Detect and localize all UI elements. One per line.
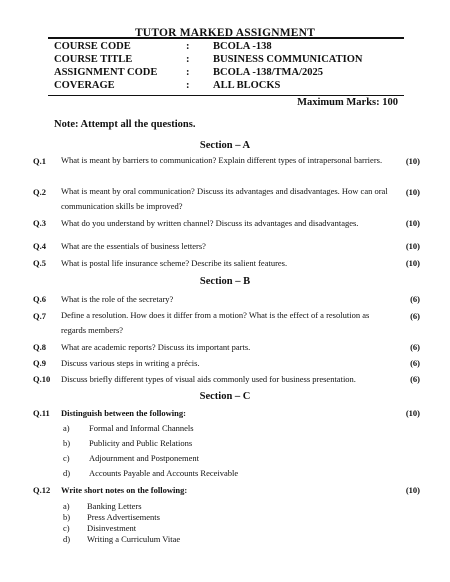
option-label: a) — [63, 501, 70, 511]
question-text: What is meant by oral communication? Discuss its advantages and disadvantages. How can oral communication skills be improved? — [61, 186, 388, 211]
option-label: c) — [63, 453, 70, 463]
option-text: Adjournment and Postponement — [89, 453, 200, 463]
option-text: Accounts Payable and Accounts Receivable — [89, 468, 239, 478]
question-marks: (10) — [405, 187, 420, 197]
question-number: Q.4 — [33, 241, 46, 251]
question-number: Q.1 — [33, 156, 46, 166]
question-number: Q.9 — [33, 358, 46, 368]
option-text: Writing a Curriculum Vitae — [87, 534, 181, 544]
question-text: Discuss various steps in writing a précis. — [61, 358, 200, 368]
question-marks: (10) — [405, 218, 420, 228]
option-text: Disinvestment — [87, 523, 137, 533]
question-marks: (6) — [410, 311, 420, 321]
question-text: Define a resolution. How does it differ from a motion? What is the effect of a resolution as regards members? — [61, 310, 370, 335]
course-code-value: BCOLA -138 — [213, 41, 272, 52]
question-text: What is postal life insurance scheme? Describe its salient features. — [61, 258, 288, 268]
option-text: Formal and Informal Channels — [89, 423, 194, 433]
instruction-note: Note: Attempt all the questions. — [54, 119, 196, 130]
assignment-code-value: BCOLA -138/TMA/2025 — [213, 67, 323, 78]
question-marks: (6) — [410, 374, 420, 384]
option-text: Publicity and Public Relations — [89, 438, 193, 448]
option-label: c) — [63, 523, 70, 533]
header-top-rule — [48, 37, 404, 39]
question-text: What do you understand by written channel? Discuss its advantages and disadvantages. — [61, 218, 359, 228]
question-number: Q.7 — [33, 311, 46, 321]
page-title: TUTOR MARKED ASSIGNMENT — [134, 27, 316, 39]
option-text: Banking Letters — [87, 501, 142, 511]
coverage-colon: : — [186, 80, 190, 91]
option-label: b) — [63, 512, 71, 522]
question-number: Q.5 — [33, 258, 46, 268]
question-marks: (10) — [405, 485, 420, 495]
course-title-colon: : — [186, 54, 190, 65]
question-marks: (10) — [405, 408, 420, 418]
question-number: Q.2 — [33, 187, 46, 197]
header-bottom-rule — [48, 95, 404, 96]
course-code-colon: : — [186, 41, 190, 52]
coverage-value: ALL BLOCKS — [213, 80, 281, 91]
section-b-heading: Section – B — [199, 276, 251, 287]
question-number: Q.6 — [33, 294, 46, 304]
coverage-label: COVERAGE — [54, 80, 115, 91]
question-text: Write short notes on the following: — [61, 485, 188, 495]
question-text: What is meant by barriers to communication? Explain different types of intrapersonal barriers. — [61, 155, 383, 165]
question-marks: (6) — [410, 342, 420, 352]
maximum-marks: Maximum Marks: 100 — [297, 97, 398, 108]
option-label: d) — [63, 534, 71, 544]
course-code-label: COURSE CODE — [54, 41, 131, 52]
question-text: What are the essentials of business letters? — [61, 241, 206, 251]
question-number: Q.12 — [33, 485, 51, 495]
assignment-code-label: ASSIGNMENT CODE — [54, 67, 158, 78]
question-marks: (6) — [410, 358, 420, 368]
question-number: Q.10 — [33, 374, 51, 384]
section-c-heading: Section – C — [199, 391, 251, 402]
question-number: Q.11 — [33, 408, 50, 418]
question-marks: (10) — [405, 258, 420, 268]
question-text: What is the role of the secretary? — [61, 294, 174, 304]
question-text: Distinguish between the following: — [61, 408, 186, 418]
option-label: d) — [63, 468, 71, 478]
course-title-value: BUSINESS COMMUNICATION — [213, 54, 363, 65]
question-marks: (6) — [410, 294, 420, 304]
question-number: Q.3 — [33, 218, 46, 228]
option-label: a) — [63, 423, 70, 433]
option-text: Press Advertisements — [87, 512, 160, 522]
section-a-heading: Section – A — [199, 140, 251, 151]
option-label: b) — [63, 438, 71, 448]
question-marks: (10) — [405, 156, 420, 166]
question-marks: (10) — [405, 241, 420, 251]
assignment-code-colon: : — [186, 67, 190, 78]
question-number: Q.8 — [33, 342, 46, 352]
course-title-label: COURSE TITLE — [54, 54, 133, 65]
question-text: What are academic reports? Discuss its important parts. — [61, 342, 251, 352]
question-text: Discuss briefly different types of visual aids commonly used for business presentation. — [61, 374, 356, 384]
